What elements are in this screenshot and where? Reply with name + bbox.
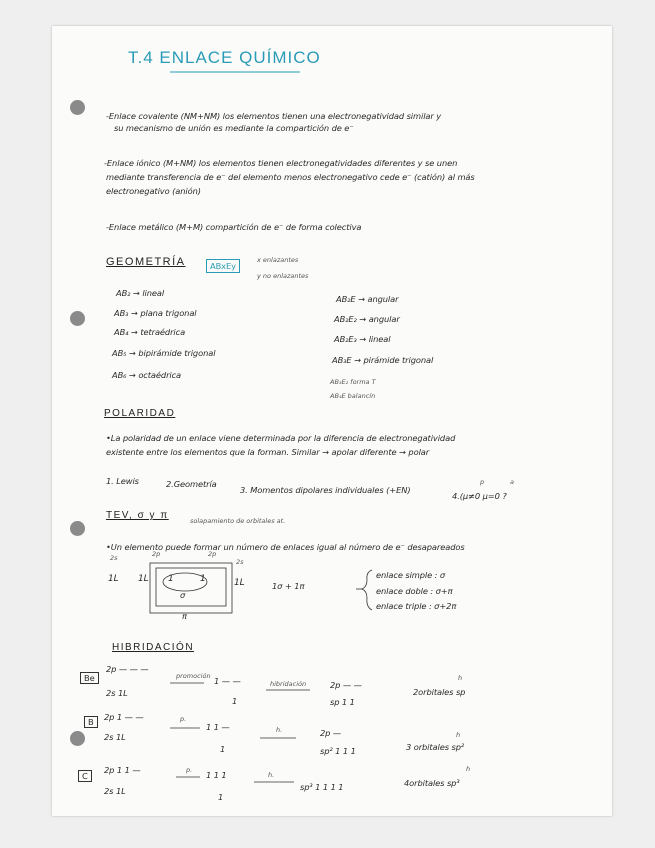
geometry-left-4: AB₅ → bipirámide trigonal: [112, 348, 216, 358]
polaridad-item-1: 1. Lewis: [106, 476, 139, 486]
b-step2: h.: [276, 726, 283, 734]
b-r-bot: sp² 1 1 1: [320, 746, 356, 756]
c-mid-top: 1 1 1: [206, 770, 227, 780]
ionic-line-3: electronegativo (anión): [106, 186, 201, 196]
tev-heading: TEV, σ y π: [106, 510, 169, 521]
b-step1: p.: [180, 715, 187, 723]
page-title: T.4 ENLACE QUÍMICO: [128, 48, 321, 67]
ionic-line-1: -Enlace iónico (M+NM) los elementos tienen electronegatividades diferentes y se unen: [104, 158, 458, 168]
ionic-line-2: mediante transferencia de e⁻ del elemento menos electronegativo cede e⁻ (catión) al más: [106, 172, 475, 182]
b-h: h: [456, 731, 461, 739]
covalent-line-2: su mecanismo de unión es mediante la compartición de e⁻: [114, 123, 354, 133]
polaridad-line-2: existente entre los elementos que la forman. Similar → apolar diferente → polar: [106, 447, 430, 457]
tev-result: 1σ + 1π: [272, 581, 305, 591]
electron-arrow-2: 1L: [138, 574, 149, 584]
apolar-mark: a: [510, 478, 514, 486]
be-mid-bot: 1: [232, 696, 238, 706]
orbital-label-1: 2s: [110, 554, 118, 562]
be-r-top: 2p — —: [330, 680, 362, 690]
b-r-top: 2p —: [320, 728, 342, 738]
orbital-label-2: 2p: [152, 550, 161, 558]
sigma-label: σ: [180, 590, 186, 600]
b-result: 3 orbitales sp²: [406, 742, 465, 752]
c-mid-bot: 1: [218, 792, 224, 802]
polaridad-line-1: •La polaridad de un enlace viene determinada por la diferencia de electronegatividad: [106, 433, 456, 443]
geometria-note-1: x enlazantes: [257, 256, 299, 264]
polaridad-item-2: 2.Geometría: [166, 479, 217, 489]
pi-label: π: [182, 611, 187, 621]
geometry-left-3: AB₄ → tetraédrica: [114, 327, 186, 337]
brace: [362, 570, 372, 610]
be-top: 2p — — —: [106, 664, 149, 674]
c-top: 2p 1 1 —: [104, 765, 141, 775]
polaridad-item-3: 3. Momentos dipolares individuales (+EN): [240, 485, 411, 495]
polar-mark: p: [480, 478, 485, 486]
polaridad-heading: POLARIDAD: [104, 408, 176, 419]
geometry-right-1: AB₂E → angular: [336, 294, 399, 304]
geometry-left-5: AB₆ → octaédrica: [112, 370, 182, 380]
metallic-line-1: -Enlace metálico (M+M) compartición de e⁻ de forma colectiva: [106, 222, 362, 232]
geometry-left-1: AB₂ → lineal: [116, 288, 165, 298]
b-top: 2p 1 — —: [104, 712, 144, 722]
geometria-note-2: y no enlazantes: [257, 272, 309, 280]
tev-subtitle: solapamiento de orbitales at.: [190, 517, 286, 525]
pi-overlap-outer-box: [150, 563, 232, 613]
c-result: 4orbitales sp³: [404, 778, 460, 788]
be-bot: 2s 1L: [106, 688, 128, 698]
geometry-right-4: AB₃E → pirámide trigonal: [332, 355, 434, 365]
geometria-formula-box: ABxEy: [206, 259, 240, 273]
geometry-right-5: AB₃E₂ forma T: [330, 378, 376, 386]
electron-arrow-5: 1: [200, 574, 206, 584]
be-result: 2orbitales sp: [413, 687, 466, 697]
be-r-bot: sp 1 1: [330, 697, 355, 707]
geometry-right-2: AB₂E₂ → angular: [334, 314, 400, 324]
hibridacion-heading: HIBRIDACIÓN: [112, 642, 195, 653]
be-step1: promoción: [176, 672, 211, 680]
be-h: h: [458, 674, 463, 682]
element-b: B: [84, 716, 98, 728]
electron-arrow-4: 1: [168, 574, 174, 584]
orbital-label-3: 2p: [208, 550, 217, 558]
sigma-overlap-ellipse: [163, 573, 207, 591]
element-c: C: [78, 770, 92, 782]
geometria-heading: GEOMETRÍA: [106, 256, 186, 268]
b-bot: 2s 1L: [104, 732, 126, 742]
b-mid-bot: 1: [220, 744, 226, 754]
brace-item-2: enlace doble : σ+π: [376, 586, 453, 596]
c-r-bot: sp³ 1 1 1 1: [300, 782, 344, 792]
tev-line-1: •Un elemento puede formar un número de enlaces igual al número de e⁻ desapareados: [106, 542, 465, 552]
geometry-right-3: AB₂E₃ → lineal: [334, 334, 391, 344]
brace-item-1: enlace simple : σ: [376, 570, 446, 580]
be-step2: hibridación: [270, 680, 307, 688]
be-mid-top: 1 — —: [214, 676, 241, 686]
geometry-left-2: AB₃ → plana trigonal: [114, 308, 197, 318]
brace-item-3: enlace triple : σ+2π: [376, 601, 457, 611]
element-be: Be: [80, 672, 99, 684]
geometry-right-6: AB₄E balancín: [330, 392, 376, 400]
c-step1: p.: [186, 766, 193, 774]
c-bot: 2s 1L: [104, 786, 126, 796]
polaridad-item-4: 4.(μ≠0 μ=0 ?: [452, 491, 507, 501]
c-step2: h.: [268, 771, 275, 779]
orbital-label-4: 2s: [236, 558, 244, 566]
electron-arrow-1: 1L: [108, 574, 119, 584]
b-mid-top: 1 1 —: [206, 722, 230, 732]
c-h: h: [466, 765, 471, 773]
covalent-line-1: -Enlace covalente (NM+NM) los elementos tienen una electronegatividad similar y: [106, 111, 442, 121]
electron-arrow-3: 1L: [234, 578, 245, 588]
